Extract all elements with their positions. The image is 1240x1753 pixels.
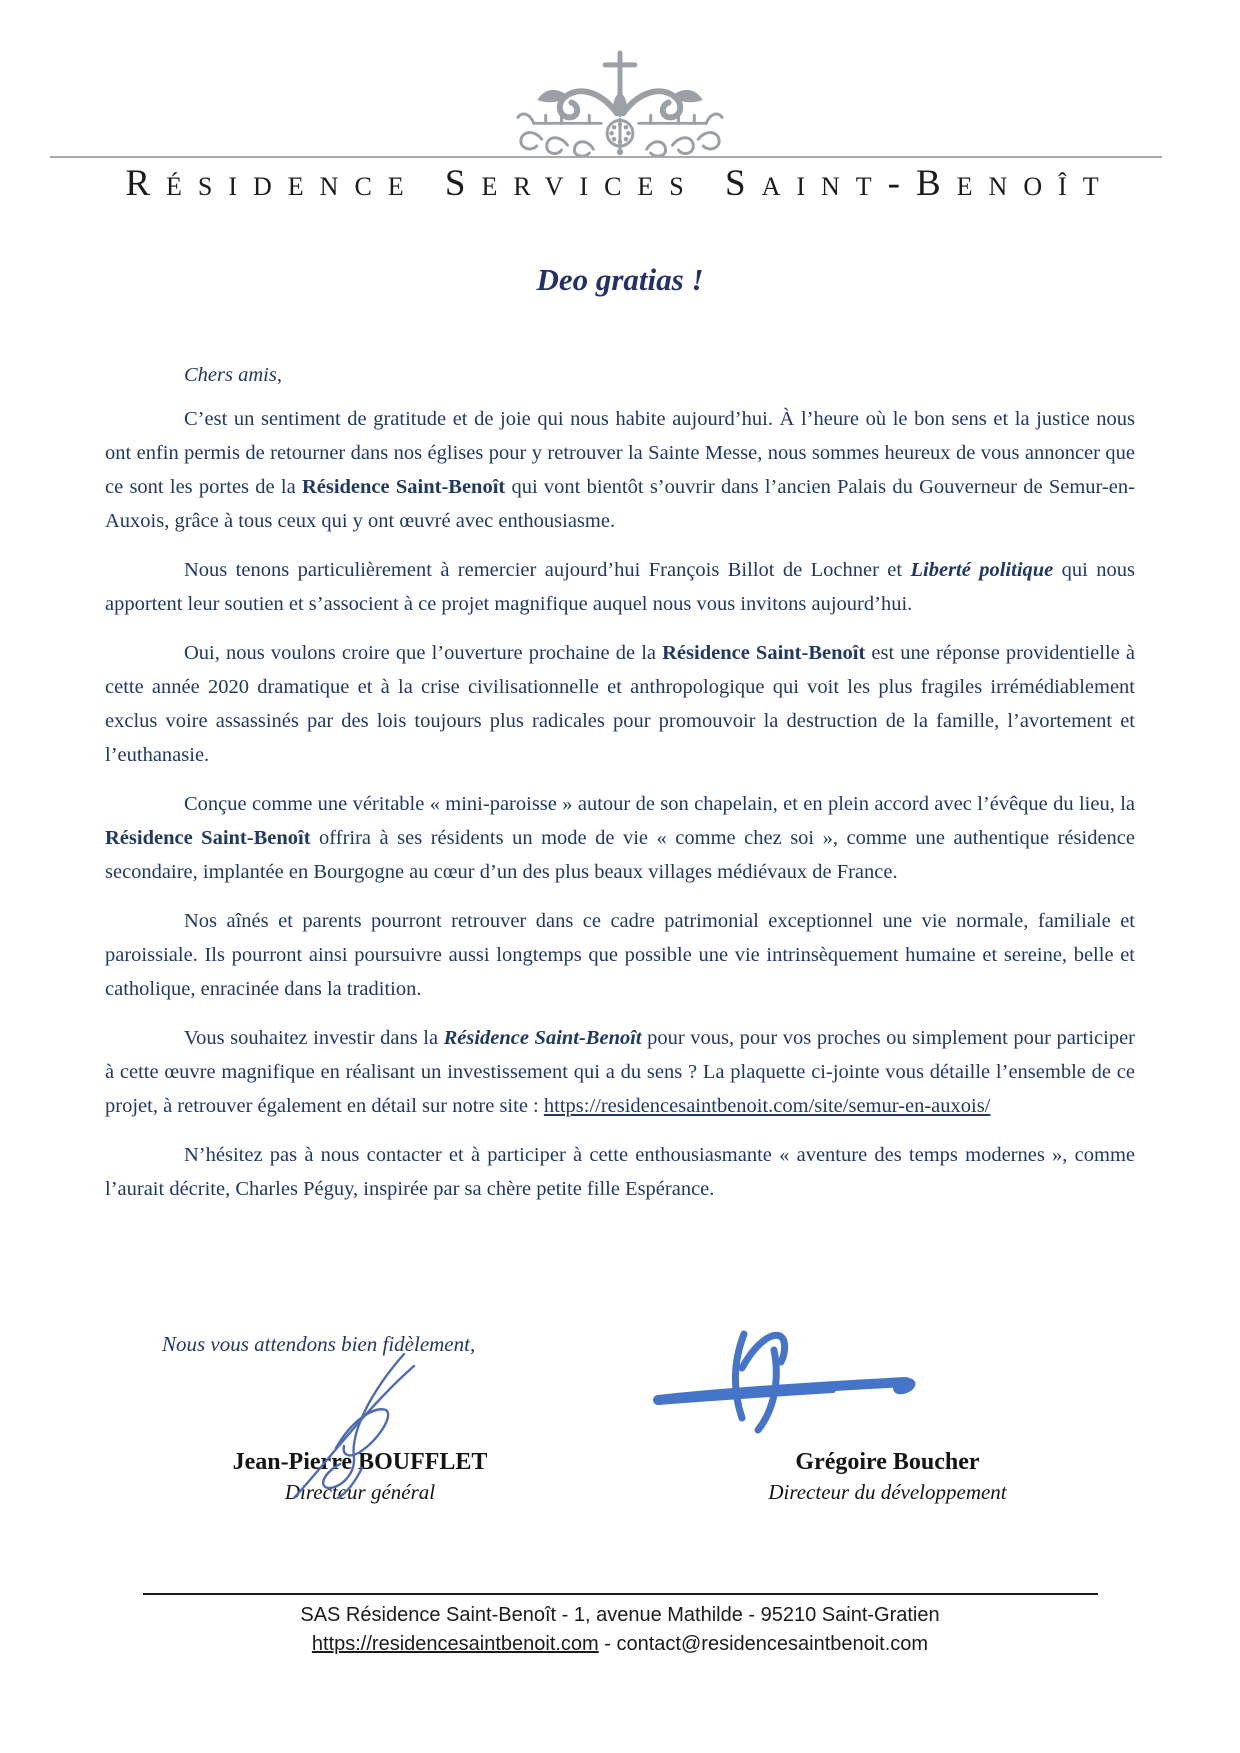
text-run: C’est un sentiment de gratitude et de joie qui nous habite aujourd’hui. À l’heure où le bon sens et la justice nous ont enfin permis de retourner dans nos églises pour y retrouver la Sainte Messe, nous sommes heureux de vous annoncer que ce sont les portes de la [105,408,1135,498]
text-run: Nos aînés et parents pourront retrouver dans ce cadre patrimonial exceptionnel une vie normale, familiale et paroissiale. Ils pourront ainsi poursuivre aussi longtemps que possible une vie intrinsèquement humaine et sereine, belle et catholique, enracinée dans la tradition. [105,910,1135,1000]
text-run: pour vous, pour vos proches ou simplement pour participer à cette œuvre magnifique en réalisant un investissement qui a du sens ? La plaquette ci-jointe vous détaille l’ensemble de ce projet, à retrouver également en détail sur notre site : [105,1027,1135,1117]
handwritten-signature-jean-pierre [272,1348,452,1503]
text-run: Nous tenons particulièrement à remercier aujourd’hui François Billot de Lochner et [184,559,911,581]
text-run: qui vont bientôt s’ouvrir dans l’ancien Palais du Gouverneur de Semur-en-Auxois, grâce à tous ceux qui y ont œuvré avec enthousiasme. [105,476,1135,532]
body-paragraph [105,553,1135,621]
signatory-name: Jean-Pierre BOUFFLET [232,1449,488,1475]
body-paragraph [105,904,1135,1006]
text-run: Résidence Saint-Benoît [105,827,311,849]
signatory-title: Directeur général [284,1480,436,1504]
text-run: Conçue comme une véritable « mini-paroisse » autour de son chapelain, et en plein accord avec l’évêque du lieu, la [184,793,1135,815]
footer-email: contact@residencesaintbenoit.com [616,1633,929,1655]
body-paragraph [105,1138,1135,1206]
body-paragraph [105,1021,1135,1123]
footer-separator: - [598,1633,617,1655]
text-run: N’hésitez pas à nous contacter et à participer à cette enthousiasmante « aventure des temps modernes », comme l’aurait décrite, Charles Péguy, inspirée par sa chère petite fille Espérance. [105,1144,1135,1200]
letter-headline: Deo gratias ! [536,262,704,297]
text-run: est une réponse providentielle à cette année 2020 dramatique et à la crise civilisationnelle et anthropologique qui voit les plus fragiles irrémédiablement exclus voire assassinés par des lois toujours plus radicales pour promouvoir la destruction de la famille, l’avortement et l’euthanasie. [105,642,1136,766]
text-run: Liberté politique [910,559,1054,581]
brand-title: Résidence Services Saint-Benoît [125,163,1115,204]
cross-ornament-icon [506,50,734,157]
text-run: Résidence Saint-Benoît [443,1027,642,1049]
text-run: offrira à ses résidents un mode de vie « comme chez soi », comme une authentique résidence secondaire, implantée en Bourgogne au cœur d’un des plus beaux villages médiévaux de France. [105,827,1135,883]
text-run: Oui, nous voulons croire que l’ouverture prochaine de la [184,642,663,664]
body-paragraph [105,787,1135,889]
signatory-title: Directeur du développement [768,1480,1007,1504]
inline-link[interactable]: https://residencesaintbenoit.com/site/semur-en-auxois/ [543,1095,991,1117]
footer-website-link[interactable]: https://residencesaintbenoit.com [311,1633,599,1655]
footer-address: SAS Résidence Saint-Benoît - 1, avenue Mathilde - 95210 Saint-Gratien [300,1604,940,1626]
letter-body [105,358,1135,1221]
letterhead-divider [50,156,1162,158]
signatory-name: Grégoire Boucher [795,1449,980,1475]
salutation: Chers amis, [184,364,282,386]
text-run: Résidence Saint-Benoît [301,476,506,498]
closing-line: Nous vous attendons bien fidèlement, [162,1332,476,1356]
body-paragraph [105,636,1135,772]
signatory-right [715,1448,1060,1505]
text-run: Vous souhaitez investir dans la [184,1027,444,1049]
footer-divider [143,1593,1098,1595]
footer-contact [0,1633,1240,1656]
body-paragraph [105,402,1135,538]
letter-footer [0,1593,1240,1656]
handwritten-signature-gregoire [648,1320,928,1440]
text-run: Résidence Saint-Benoît [662,642,866,664]
text-run: qui nous apportent leur soutien et s’associent à ce projet magnifique auquel nous vous invitons aujourd’hui. [105,559,1135,615]
